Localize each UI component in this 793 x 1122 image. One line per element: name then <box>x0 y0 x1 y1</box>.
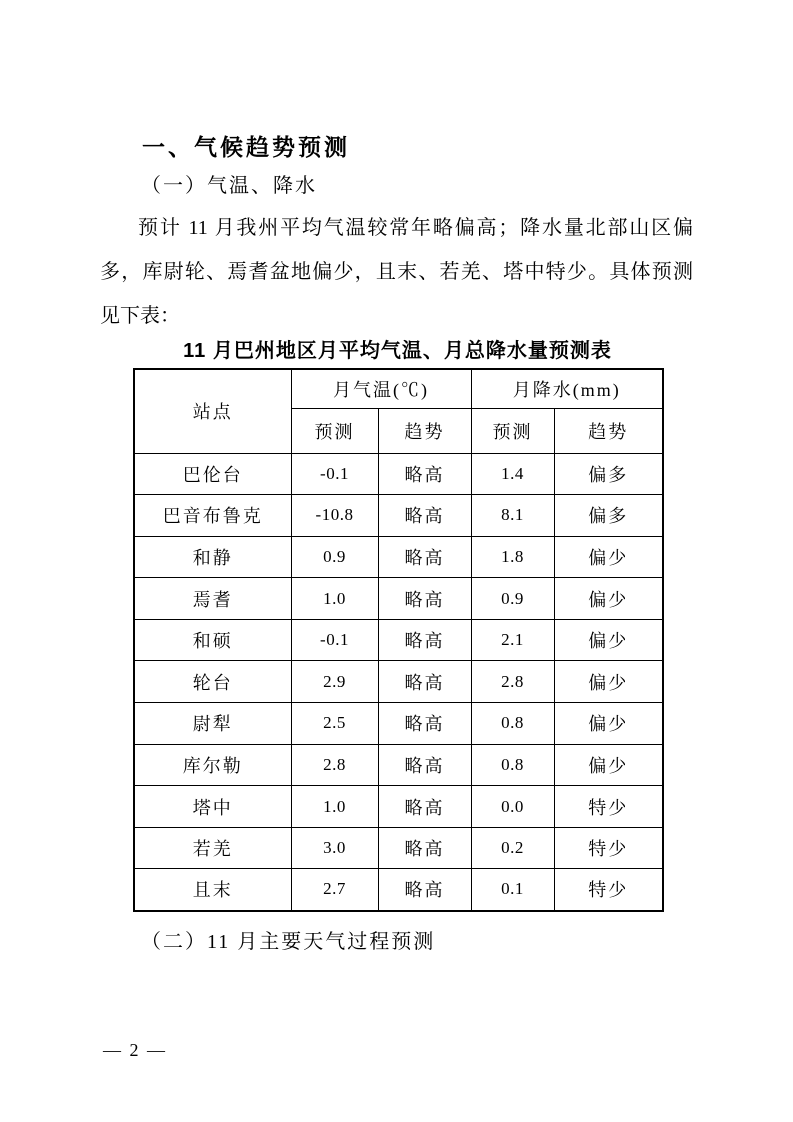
header-temp-trend: 趋势 <box>378 408 471 453</box>
temp-trend-cell: 略高 <box>378 661 471 703</box>
next-section-heading: （二）11 月主要天气过程预测 <box>141 931 436 953</box>
temp-forecast-cell: 0.9 <box>291 536 378 578</box>
precip-trend-cell: 偏少 <box>554 578 663 620</box>
table-row <box>134 744 663 786</box>
header-station: 站点 <box>134 369 291 453</box>
precip-forecast-cell: 8.1 <box>471 495 554 537</box>
station-cell: 库尔勒 <box>134 744 291 786</box>
precip-forecast-cell: 0.9 <box>471 578 554 620</box>
table-row <box>134 827 663 869</box>
station-cell: 焉耆 <box>134 578 291 620</box>
temp-forecast-cell: 2.8 <box>291 744 378 786</box>
header-temp-group: 月气温(℃) <box>291 369 471 408</box>
station-cell: 塔中 <box>134 786 291 828</box>
precip-forecast-cell: 1.4 <box>471 453 554 495</box>
precip-trend-cell: 偏少 <box>554 536 663 578</box>
precip-trend-cell: 特少 <box>554 827 663 869</box>
station-cell: 和硕 <box>134 619 291 661</box>
header-temp-forecast: 预测 <box>291 408 378 453</box>
temp-forecast-cell: 2.7 <box>291 869 378 911</box>
precip-forecast-cell: 1.8 <box>471 536 554 578</box>
precip-forecast-cell: 2.8 <box>471 661 554 703</box>
temp-trend-cell: 略高 <box>378 869 471 911</box>
table-row <box>134 786 663 828</box>
subsection-heading-temp-precip: （一）气温、降水 <box>141 175 317 197</box>
precip-forecast-cell: 0.1 <box>471 869 554 911</box>
station-cell: 且末 <box>134 869 291 911</box>
precip-forecast-cell: 0.0 <box>471 786 554 828</box>
station-cell: 巴音布鲁克 <box>134 495 291 537</box>
header-precip-group: 月降水(mm) <box>471 369 663 408</box>
precip-trend-cell: 偏多 <box>554 495 663 537</box>
temp-trend-cell: 略高 <box>378 536 471 578</box>
temp-trend-cell: 略高 <box>378 744 471 786</box>
temp-forecast-cell: 1.0 <box>291 786 378 828</box>
temp-forecast-cell: -0.1 <box>291 453 378 495</box>
station-cell: 巴伦台 <box>134 453 291 495</box>
temp-forecast-cell: 1.0 <box>291 578 378 620</box>
station-cell: 若羌 <box>134 827 291 869</box>
forecast-paragraph <box>100 206 693 338</box>
table-row <box>134 453 663 495</box>
station-cell: 轮台 <box>134 661 291 703</box>
temp-forecast-cell: 3.0 <box>291 827 378 869</box>
page-number: — 2 — <box>103 1040 167 1060</box>
precip-forecast-cell: 0.2 <box>471 827 554 869</box>
precip-trend-cell: 偏少 <box>554 703 663 745</box>
table-body <box>134 453 663 911</box>
table-row <box>134 495 663 537</box>
table-title: 11 月巴州地区月平均气温、月总降水量预测表 <box>183 340 612 362</box>
temp-trend-cell: 略高 <box>378 578 471 620</box>
precip-trend-cell: 特少 <box>554 786 663 828</box>
temp-forecast-cell: -0.1 <box>291 619 378 661</box>
temp-trend-cell: 略高 <box>378 786 471 828</box>
table-header <box>134 369 663 453</box>
temp-forecast-cell: 2.9 <box>291 661 378 703</box>
table-row <box>134 661 663 703</box>
table-header-group-row <box>134 369 663 408</box>
header-precip-trend: 趋势 <box>554 408 663 453</box>
temp-forecast-cell: 2.5 <box>291 703 378 745</box>
table-row <box>134 869 663 911</box>
paragraph-line: 见下表： <box>100 305 180 327</box>
table-row <box>134 619 663 661</box>
paragraph-line: 多，库尉轮、焉耆盆地偏少，且末、若羌、塔中特少。具体预测 <box>100 261 693 283</box>
table-row <box>134 536 663 578</box>
header-precip-forecast: 预测 <box>471 408 554 453</box>
precip-trend-cell: 偏少 <box>554 619 663 661</box>
precip-forecast-cell: 0.8 <box>471 703 554 745</box>
paragraph-line: 预计 11 月我州平均气温较常年略偏高；降水量北部山区偏 <box>138 217 693 239</box>
temp-trend-cell: 略高 <box>378 495 471 537</box>
precip-trend-cell: 偏少 <box>554 744 663 786</box>
section-heading: 一、气候趋势预测 <box>142 134 350 160</box>
precip-trend-cell: 偏少 <box>554 661 663 703</box>
precip-trend-cell: 偏多 <box>554 453 663 495</box>
station-cell: 尉犁 <box>134 703 291 745</box>
temp-trend-cell: 略高 <box>378 619 471 661</box>
temp-trend-cell: 略高 <box>378 827 471 869</box>
precip-forecast-cell: 2.1 <box>471 619 554 661</box>
precip-trend-cell: 特少 <box>554 869 663 911</box>
temp-forecast-cell: -10.8 <box>291 495 378 537</box>
table-row <box>134 578 663 620</box>
precip-forecast-cell: 0.8 <box>471 744 554 786</box>
temp-trend-cell: 略高 <box>378 453 471 495</box>
forecast-table <box>133 368 664 912</box>
table-row <box>134 703 663 745</box>
station-cell: 和静 <box>134 536 291 578</box>
temp-trend-cell: 略高 <box>378 703 471 745</box>
